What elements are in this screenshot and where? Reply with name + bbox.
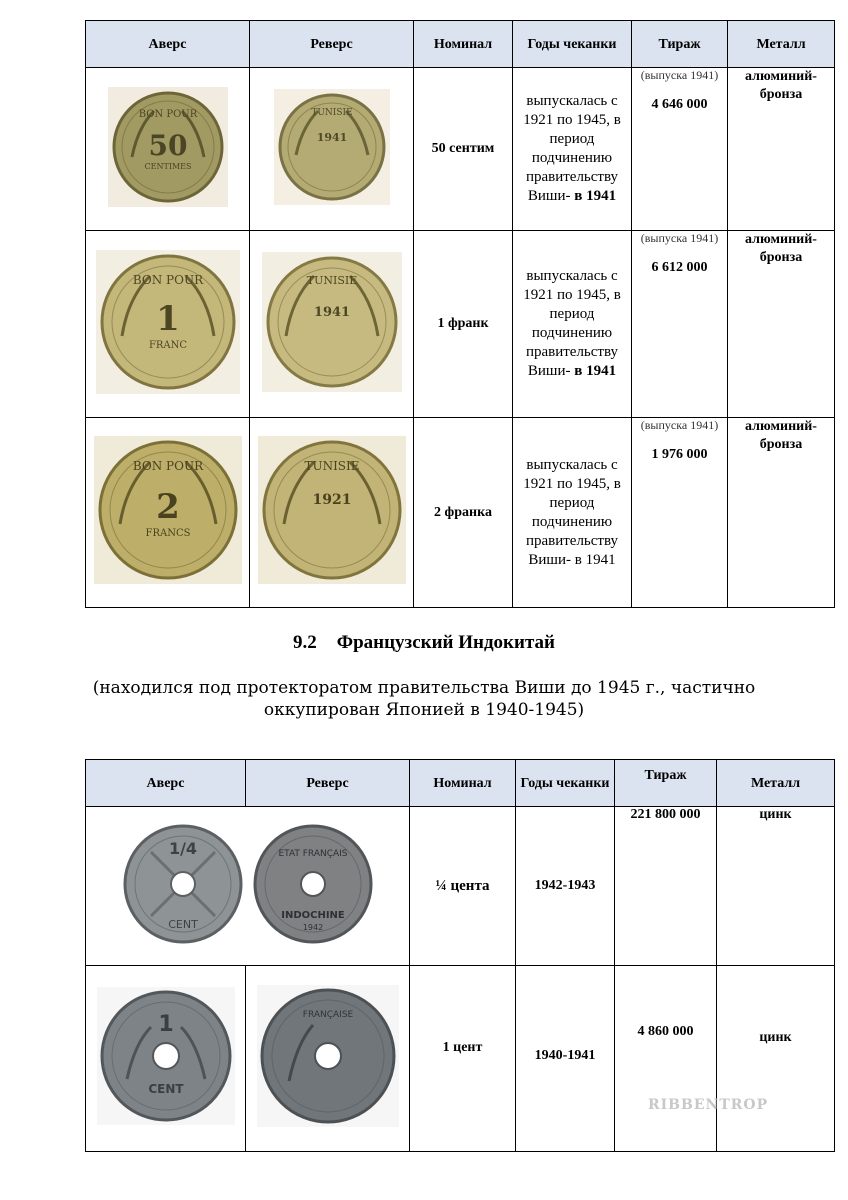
svg-text:CENTIMES: CENTIMES [144, 161, 191, 171]
coin-avers-image [94, 436, 242, 584]
avers-cell [86, 68, 250, 231]
revers-cell [250, 418, 414, 608]
tunisia-coin-table [85, 20, 835, 608]
years-cell [513, 231, 632, 418]
svg-text:BON POUR: BON POUR [132, 459, 203, 473]
avers-cell [86, 418, 250, 608]
table-row [86, 966, 835, 1152]
table-row [86, 68, 835, 231]
coin-revers-image [274, 89, 390, 205]
table-row [86, 418, 835, 608]
tirazh-note: (выпуска 1941) [640, 231, 719, 245]
tirazh-value: 1 976 000 [651, 447, 708, 462]
years-bold: в 1941 [574, 363, 617, 379]
tirazh-cell: 4 860 000 [615, 966, 717, 1152]
table-header-row [86, 760, 835, 807]
svg-text:1: 1 [157, 1012, 174, 1037]
table-header-row [86, 21, 835, 68]
coin-avers-image [108, 87, 228, 207]
section-heading [0, 632, 848, 654]
svg-text:1942: 1942 [302, 922, 323, 932]
years-text: выпускалась с 1921 по 1945, в период подчинению правительству Виши- [523, 456, 621, 568]
tirazh-value: 6 612 000 [651, 260, 708, 275]
subtitle-line-2: оккупирован Японией в 1940-1945) [263, 700, 585, 720]
tirazh-cell [632, 231, 728, 418]
header-nominal: Номинал [410, 760, 516, 807]
metal-cell: алюминий-бронза [728, 68, 835, 231]
svg-text:1/4: 1/4 [168, 838, 197, 858]
svg-text:FRANC: FRANC [148, 339, 187, 351]
revers-cell [246, 966, 410, 1152]
years-text: выпускалась с 1921 по 1945, в период подчинению правительству Виши- [523, 93, 621, 204]
header-revers: Реверс [250, 21, 414, 68]
svg-text:FRANCS: FRANCS [145, 528, 190, 539]
indochina-coin-table [85, 759, 835, 1152]
header-avers: Аверс [86, 21, 250, 68]
header-metal: Металл [717, 760, 835, 807]
nominal-cell: 50 сентим [414, 68, 513, 231]
header-revers: Реверс [246, 760, 410, 807]
coin-revers-image [251, 822, 375, 946]
svg-text:TUNISIE: TUNISIE [306, 273, 357, 287]
tirazh-cell [632, 418, 728, 608]
avers-cell [86, 966, 246, 1152]
tirazh-cell: 221 800 000 [615, 807, 717, 966]
svg-text:1921: 1921 [312, 492, 351, 508]
svg-text:TUNISIE: TUNISIE [303, 459, 360, 473]
tirazh-cell [632, 68, 728, 231]
coin-revers-image [262, 252, 402, 392]
svg-text:50: 50 [148, 128, 187, 162]
tirazh-value: 4 646 000 [651, 97, 708, 112]
watermark: RIBBENTROP [648, 1097, 769, 1113]
subtitle-line-1: (находился под протекторатом правительства Виши до 1945 г., частично [92, 678, 756, 698]
metal-cell: цинк [717, 966, 835, 1152]
svg-text:BON POUR: BON POUR [138, 108, 197, 120]
years-bold: в 1941 [574, 188, 617, 204]
metal-cell: алюминий-бронза [728, 231, 835, 418]
section-subtitle [0, 677, 848, 721]
metal-cell: алюминий-бронза [728, 418, 835, 608]
svg-text:1941: 1941 [313, 304, 350, 320]
years-cell: 1942-1943 [516, 807, 615, 966]
nominal-cell: 1 цент [410, 966, 516, 1152]
nominal-cell: ¼ цента [410, 807, 516, 966]
revers-cell [250, 68, 414, 231]
header-years: Годы чеканки [513, 21, 632, 68]
coin-avers-image [96, 250, 240, 394]
nominal-cell: 1 франк [414, 231, 513, 418]
table-row [86, 807, 835, 966]
years-text: выпускалась с 1921 по 1945, в период подчинению правительству Виши- [523, 268, 621, 379]
years-end: в 1941 [574, 551, 616, 568]
header-metal: Металл [728, 21, 835, 68]
svg-text:2: 2 [155, 487, 180, 527]
header-tirazh: Тираж [615, 760, 717, 807]
section-number: 9.2 [293, 632, 317, 653]
table-row [86, 231, 835, 418]
avers-cell [86, 231, 250, 418]
header-tirazh: Тираж [632, 21, 728, 68]
svg-text:ETAT FRANÇAIS: ETAT FRANÇAIS [277, 848, 348, 859]
metal-cell: цинк [717, 807, 835, 966]
svg-text:FRANÇAISE: FRANÇAISE [302, 1010, 353, 1020]
coin-avers-image [97, 987, 235, 1125]
svg-text:1: 1 [155, 298, 180, 339]
revers-cell [250, 231, 414, 418]
section-title: Французский Индокитай [336, 632, 555, 653]
header-years: Годы чеканки [516, 760, 615, 807]
svg-text:CENT: CENT [147, 1082, 184, 1096]
svg-text:1941: 1941 [316, 130, 347, 144]
tirazh-note: (выпуска 1941) [640, 68, 719, 82]
years-cell [513, 68, 632, 231]
header-nominal: Номинал [414, 21, 513, 68]
years-cell: 1940-1941 [516, 966, 615, 1152]
svg-text:INDOCHINE: INDOCHINE [280, 909, 345, 921]
nominal-cell: 2 франка [414, 418, 513, 608]
header-avers: Аверс [86, 760, 246, 807]
svg-text:CENT: CENT [167, 917, 198, 931]
svg-text:BON POUR: BON POUR [132, 272, 203, 287]
coin-avers-image [121, 822, 245, 946]
coin-images-cell [86, 807, 410, 966]
svg-text:TUNISIE: TUNISIE [310, 107, 353, 118]
years-cell [513, 418, 632, 608]
coin-revers-image [257, 985, 399, 1127]
coin-revers-image [258, 436, 406, 584]
tirazh-note: (выпуска 1941) [640, 418, 719, 432]
